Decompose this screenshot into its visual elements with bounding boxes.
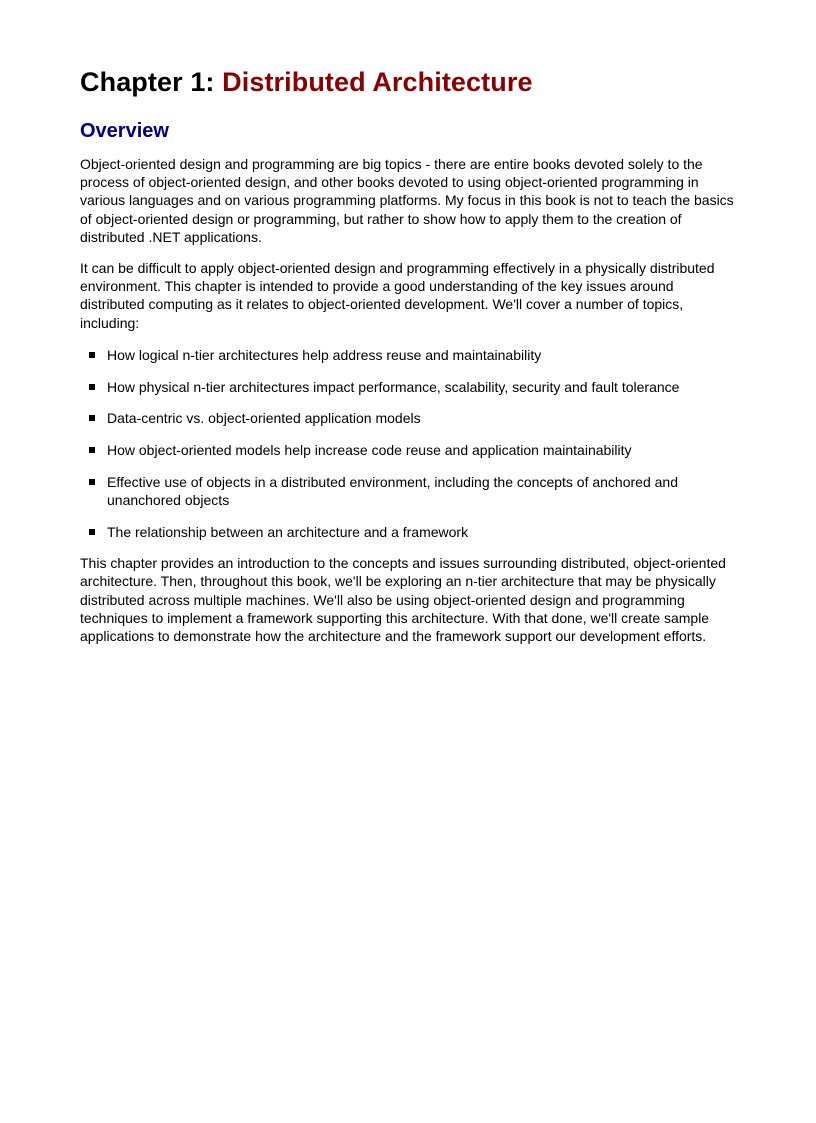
list-item-text: How object-oriented models help increase code reuse and application maintainability: [107, 441, 632, 458]
document-page: [80, 62, 740, 645]
square-bullet-icon: [89, 415, 95, 421]
section-heading-overview: Overview: [80, 120, 169, 142]
list-item-text: How physical n-tier architectures impact performance, scalability, security and fault tolerance: [107, 378, 680, 395]
square-bullet-icon: [89, 479, 95, 485]
square-bullet-icon: [89, 352, 95, 358]
square-bullet-icon: [89, 384, 95, 390]
chapter-name: Distributed Architecture: [222, 67, 533, 97]
list-item: [107, 441, 740, 459]
intro-paragraph: Object-oriented design and programming are big topics - there are entire books devoted solely to the process of object-oriented design, and other books devoted to using object-oriented programming in various languages and on various programming platforms. My focus in this book is not to teach the basics of object-oriented design or programming, but rather to show how to apply them to the creation of distributed .NET applications.: [80, 156, 734, 245]
square-bullet-icon: [89, 529, 95, 535]
list-item-text: The relationship between an architecture and a framework: [107, 523, 469, 540]
square-bullet-icon: [89, 447, 95, 453]
topics-list: [80, 346, 740, 541]
context-paragraph: It can be difficult to apply object-oriented design and programming effectively in a physically distributed environment. This chapter is intended to provide a good understanding of the key issues around distributed computing as it relates to object-oriented development. We'll cover a number of topics, including:: [80, 260, 715, 331]
chapter-number: Chapter 1:: [80, 67, 223, 97]
list-item: [107, 523, 740, 541]
list-item: [107, 473, 740, 509]
list-item-text: Data-centric vs. object-oriented application models: [107, 410, 421, 427]
chapter-title: [80, 62, 740, 102]
list-item: [107, 346, 740, 364]
closing-paragraph: This chapter provides an introduction to the concepts and issues surrounding distributed, object-oriented architecture. Then, throughout this book, we'll be exploring an n-tier architecture that may be physically distributed across multiple machines. We'll also be using object-oriented design and programming techniques to implement a framework supporting this architecture. With that done, we'll create sample applications to demonstrate how the architecture and the framework support our development efforts.: [80, 555, 726, 645]
list-item-text: Effective use of objects in a distributed environment, including the concepts of anchored and unanchored objects: [107, 473, 678, 508]
list-item: [107, 409, 740, 427]
list-item-text: How logical n-tier architectures help address reuse and maintainability: [107, 346, 542, 363]
list-item: [107, 378, 740, 396]
